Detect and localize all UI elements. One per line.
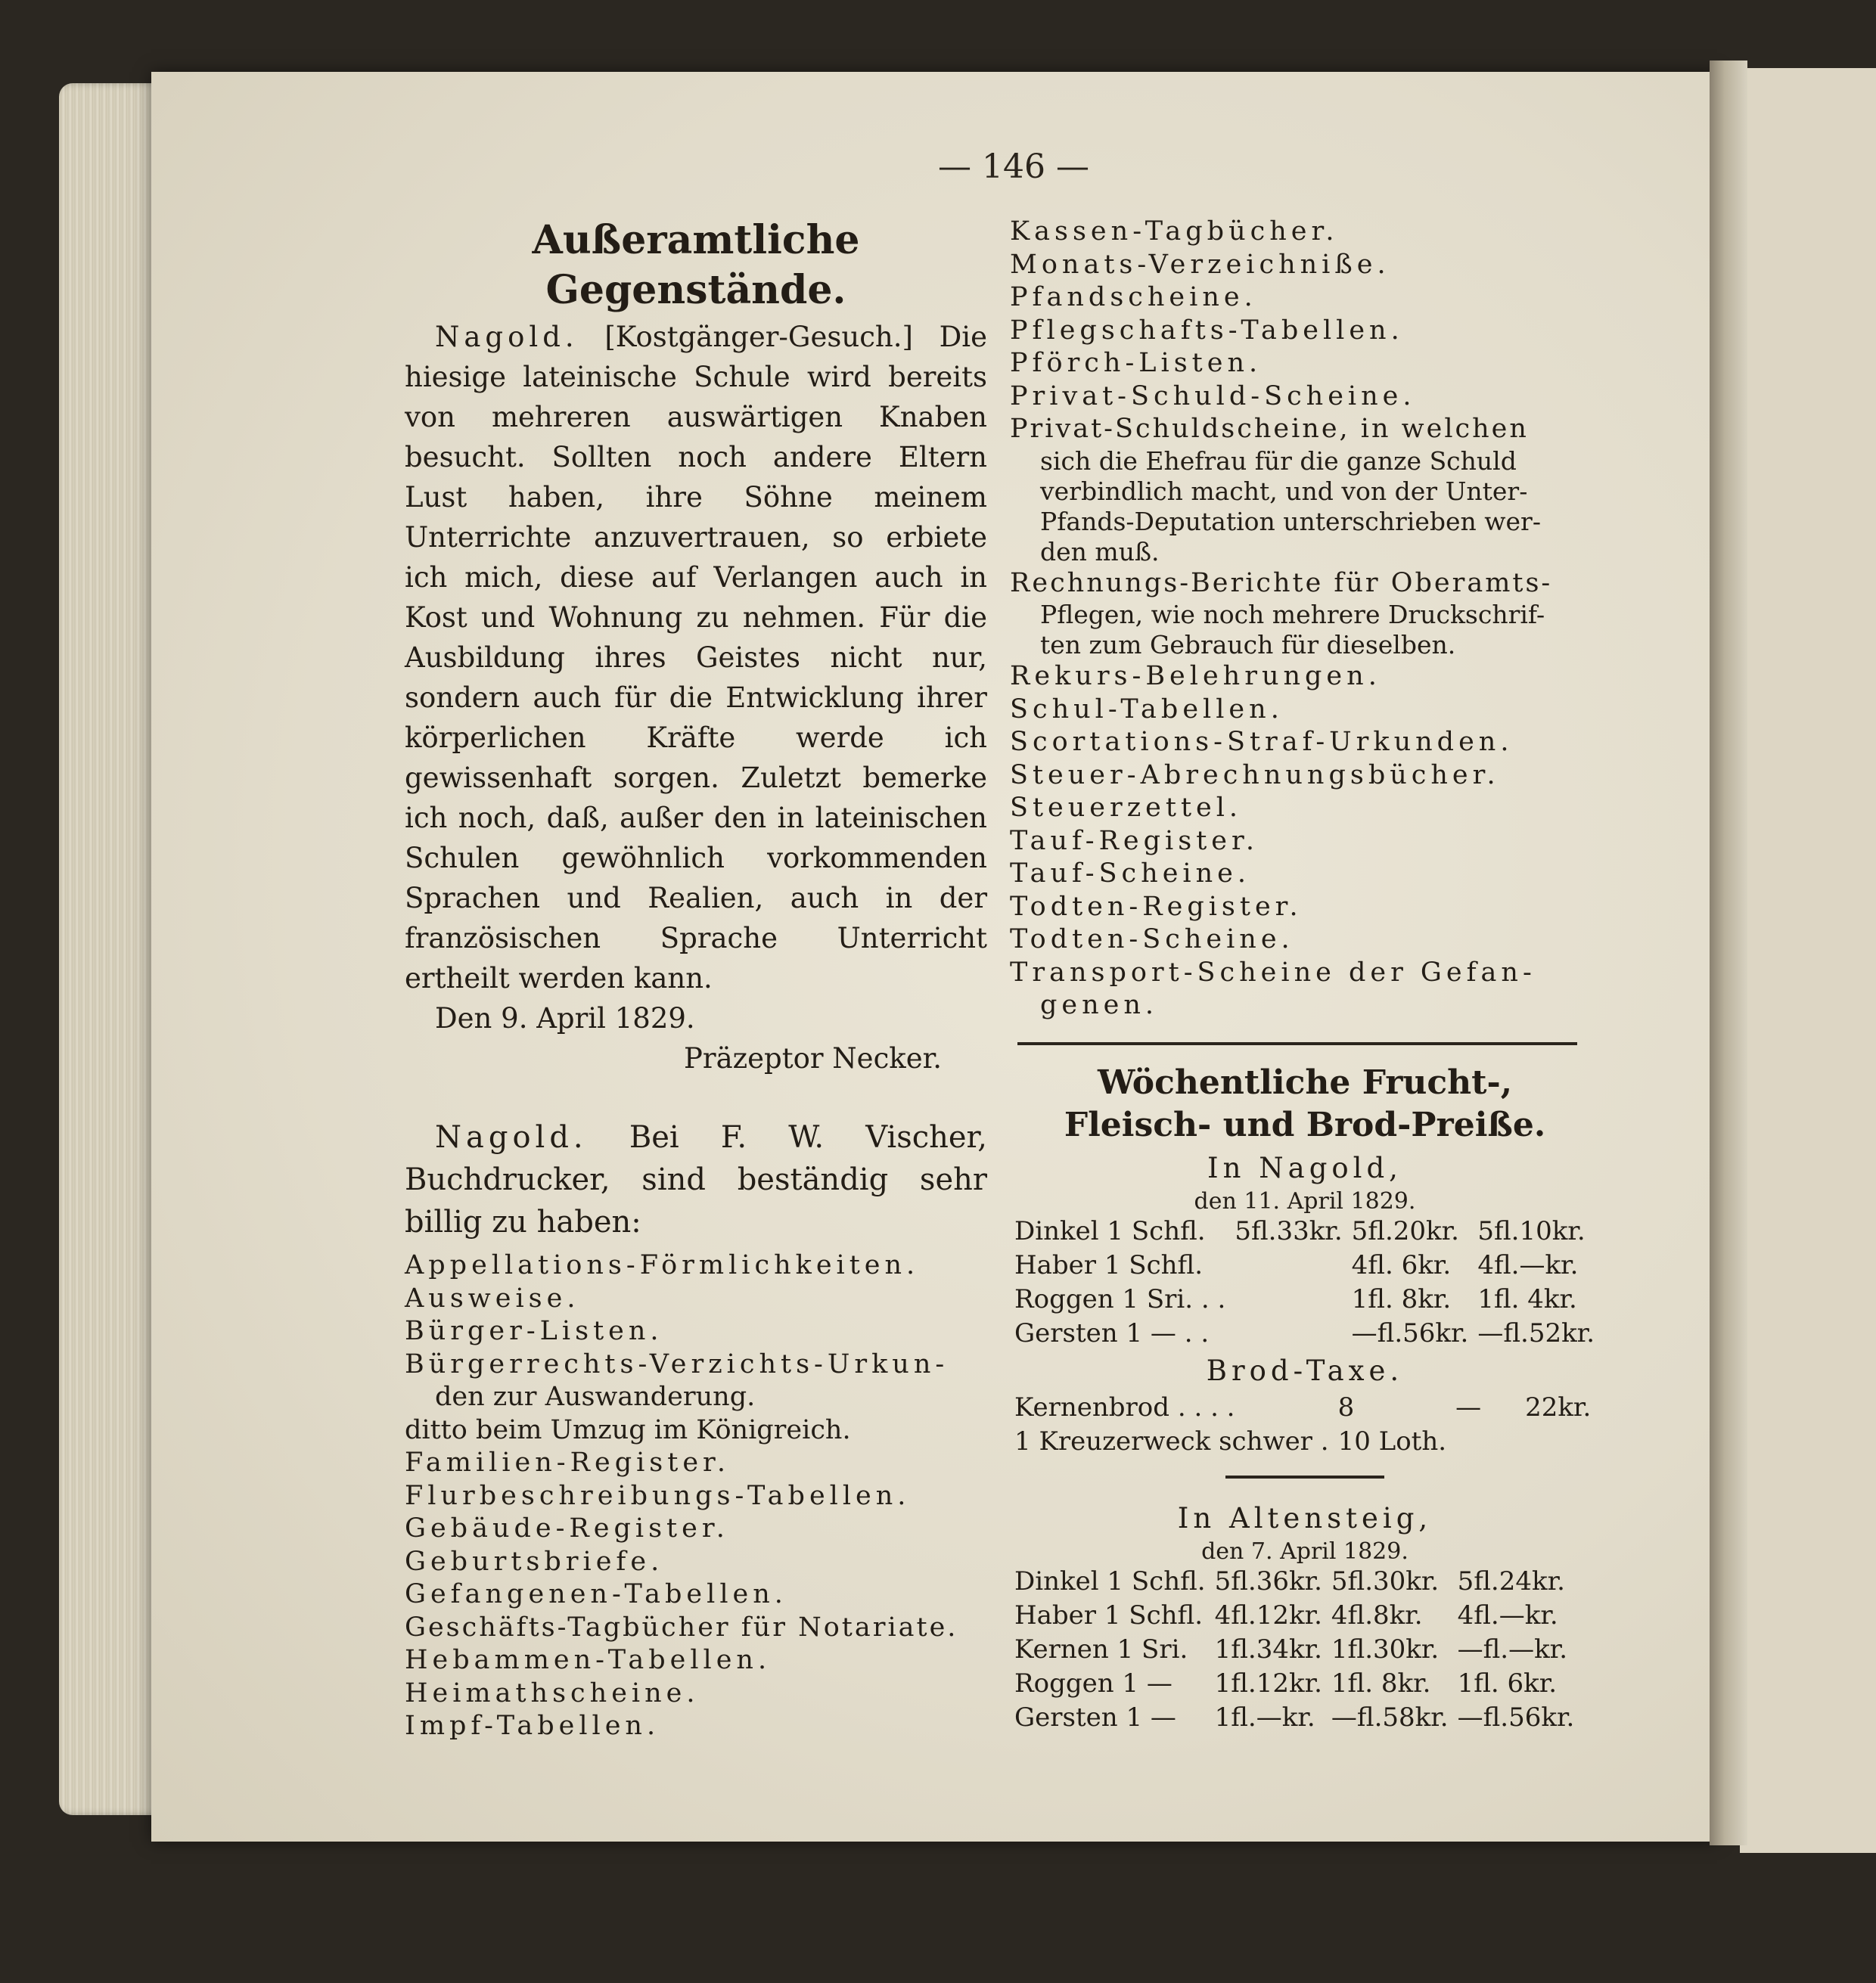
list-item: Transport-Scheine der Gefan- [1010,957,1536,988]
nagold-date: den 11. April 1829. [1194,1187,1416,1215]
list-item: den zur Auswanderung. [435,1382,756,1412]
list-item: Appellations-Förmlichkeiten. [405,1250,920,1280]
table-cell: Haber 1 Schfl. [1014,1249,1204,1280]
table-cell: Roggen 1 Sri. . . [1014,1283,1226,1314]
table-row [1010,1249,1599,1283]
forms-list-left [405,1249,987,1743]
notice-place: Nagold. [435,321,579,353]
list-item: Familien-Register. [405,1448,731,1478]
nagold-place: In Nagold, [1207,1151,1402,1184]
prices-heading: Wöchentliche Frucht-, Fleisch- und Brod-Preiße. [1064,1063,1546,1144]
section-heading: Außeramtliche Gegenstände. [532,217,860,313]
list-item: Privat-Schuldscheine, in welchen [1010,414,1529,444]
list-item: Gebäude-Register. [405,1513,729,1544]
table-cell: 5fl.36kr. [1214,1566,1322,1597]
table-cell: 1fl.—kr. [1214,1702,1315,1733]
list-item-continuation: Pflegen, wie noch mehrere Druckschrif- [1040,600,1545,629]
brod-taxe-heading: Brod-Taxe. [1206,1354,1404,1387]
nagold-grain-prices [1010,1215,1599,1351]
notice-place: Nagold. [435,1120,588,1155]
list-item: Gefangenen-Tabellen. [405,1579,787,1609]
list-item: Hebammen-Tabellen. [405,1645,772,1675]
list-item-continuation: genen. [1040,990,1159,1020]
table-row [1010,1633,1579,1667]
list-item: Rechnungs-Berichte für Oberamts- [1010,567,1553,598]
book-gutter [1710,61,1747,1845]
table-cell: 4fl.—kr. [1457,1600,1558,1631]
table-cell: Dinkel 1 Schfl. [1014,1215,1206,1246]
table-cell: 1 Kreuzerweck schwer . [1014,1426,1329,1457]
list-item-continuation: verbindlich macht, und von der Unter- [1040,476,1528,506]
list-item: Pflegschafts-Tabellen. [1010,315,1404,346]
table-cell [1230,1283,1346,1317]
table-cell: 8 [1337,1392,1355,1423]
table-cell: 10 Loth. [1337,1426,1447,1457]
brod-taxe-table [1010,1391,1595,1459]
table-row [1010,1317,1599,1351]
list-item: Steuerzettel. [1010,793,1243,823]
list-item: Pfandscheine. [1010,282,1257,312]
table-cell: 1fl.34kr. [1214,1634,1322,1665]
list-item: Heimathscheine. [405,1677,700,1708]
right-column [1010,216,1600,1735]
table-cell: 4fl.12kr. [1214,1600,1322,1631]
section-divider [1017,1042,1577,1045]
forms-list-right [1010,216,1600,1023]
table-cell: 1fl. 6kr. [1457,1668,1558,1699]
notice-vischer [405,1116,987,1243]
table-cell: Haber 1 Schfl. [1014,1600,1204,1631]
table-cell: —fl.52kr. [1477,1317,1595,1348]
list-item: Todten-Register. [1010,891,1303,922]
notice-signature: Präzeptor Necker. [683,1042,942,1075]
list-item-continuation: den muß. [1040,536,1160,566]
page-number: — 146 — [938,147,1089,186]
notice-date: Den 9. April 1829. [435,1002,695,1035]
altensteig-grain-prices [1010,1565,1579,1735]
list-item: Bürger-Listen. [405,1316,663,1346]
facing-page-edge [1740,68,1876,1853]
altensteig-place: In Altensteig, [1177,1501,1433,1535]
table-cell: 1fl.30kr. [1331,1634,1440,1665]
table-cell: 4fl.8kr. [1331,1600,1423,1631]
list-item: Ausweise. [405,1283,580,1314]
list-item: Todten-Scheine. [1010,924,1294,954]
table-row [1010,1599,1579,1633]
table-cell: Gersten 1 — [1014,1702,1176,1733]
table-cell: Kernenbrod . . . . [1014,1392,1235,1423]
list-item: Flurbeschreibungs-Tabellen. [405,1480,911,1511]
notice-kostganger [405,317,987,998]
list-item: Tauf-Register. [1010,825,1259,856]
table-cell: 4fl.—kr. [1477,1249,1579,1280]
table-cell: 1fl. 4kr. [1477,1283,1577,1314]
list-item: Pförch-Listen. [1010,348,1263,378]
list-item: ditto beim Umzug im Königreich. [405,1414,851,1445]
list-item: Impf-Tabellen. [405,1711,660,1741]
table-cell: 5fl.24kr. [1457,1566,1565,1597]
table-row [1010,1283,1599,1317]
list-item: Steuer-Abrechnungsbücher. [1010,759,1500,790]
list-item: Kassen-Tagbücher. [1010,216,1339,247]
table-row [1010,1667,1579,1701]
list-item: Tauf-Scheine. [1010,858,1250,889]
table-cell: Gersten 1 — . . [1014,1317,1210,1348]
table-cell: —fl.—kr. [1457,1634,1568,1665]
list-item: Geschäfts-Tagbücher für Notariate. [405,1612,958,1643]
table-cell: Kernen 1 Sri. [1014,1634,1188,1665]
notice-body: Die hiesige lateinische Schule wird bereits von mehreren auswärtigen Knaben besucht. Sollten noch andere Eltern Lust haben, ihre Söhne meinem Unterrichte anzuvertrauen, so erbiete ich mich, diese auf Verlangen auch in Kost und Wohnung zu nehmen. Für die Ausbildung ihres Geistes nicht nur, sondern auch für die Entwicklung ihrer körperlichen Kräfte werde ich gewissenhaft sorgen. Zuletzt bemerke ich noch, daß, außer den in lateinischen Schulen gewöhnlich vorkommenden Sprachen und Realien, auch in der französischen Sprache Unterricht ertheilt werden kann. [405,321,988,995]
notice-intro: Bei F. W. Vischer, Buchdrucker, sind beständig sehr billig zu haben: [405,1120,987,1240]
list-item: Scortations-Straf-Urkunden. [1010,727,1514,757]
table-row [1010,1215,1599,1249]
table-cell: Dinkel 1 Schfl. [1014,1566,1206,1597]
notice-tag: [Kostgänger-Gesuch.] [604,321,913,353]
table-cell: 1fl. 8kr. [1351,1283,1452,1314]
table-cell: Roggen 1 — [1014,1668,1172,1699]
table-row [1010,1425,1595,1459]
table-cell: —fl.56kr. [1457,1702,1575,1733]
list-item: Geburtsbriefe. [405,1546,664,1577]
table-row [1010,1701,1579,1735]
table-cell: —fl.58kr. [1331,1702,1449,1733]
table-row [1010,1391,1595,1425]
table-cell: 1fl.12kr. [1214,1668,1322,1699]
table-cell [1451,1425,1520,1459]
table-cell: 4fl. 6kr. [1351,1249,1452,1280]
table-cell: —fl.56kr. [1351,1317,1469,1348]
section-divider-short [1225,1476,1384,1479]
list-item: Rekurs-Belehrungen. [1010,661,1381,691]
list-item: Privat-Schuld-Scheine. [1010,380,1416,411]
list-item: Monats-Verzeichniße. [1010,249,1390,280]
table-cell: 5fl.33kr. [1235,1215,1343,1246]
table-cell [1230,1249,1346,1283]
table-cell: 5fl.30kr. [1331,1566,1440,1597]
table-cell [1230,1317,1346,1351]
table-cell: 5fl.10kr. [1477,1215,1586,1246]
list-item-continuation: sich die Ehefrau für die ganze Schuld [1040,445,1517,476]
table-cell: 5fl.20kr. [1351,1215,1459,1246]
list-item-continuation: ten zum Gebrauch für dieselben. [1040,630,1456,659]
table-row [1010,1565,1579,1599]
list-item-continuation: Pfands-Deputation unterschrieben wer- [1040,506,1541,536]
altensteig-date: den 7. April 1829. [1201,1538,1409,1565]
table-cell: 1fl. 8kr. [1331,1668,1431,1699]
table-cell: 22kr. [1525,1392,1592,1423]
table-cell [1520,1425,1595,1459]
table-cell: — [1455,1392,1482,1423]
list-item: Schul-Tabellen. [1010,694,1284,725]
list-item: Bürgerrechts-Verzichts-Urkun- [405,1348,949,1379]
left-column [405,216,987,1743]
